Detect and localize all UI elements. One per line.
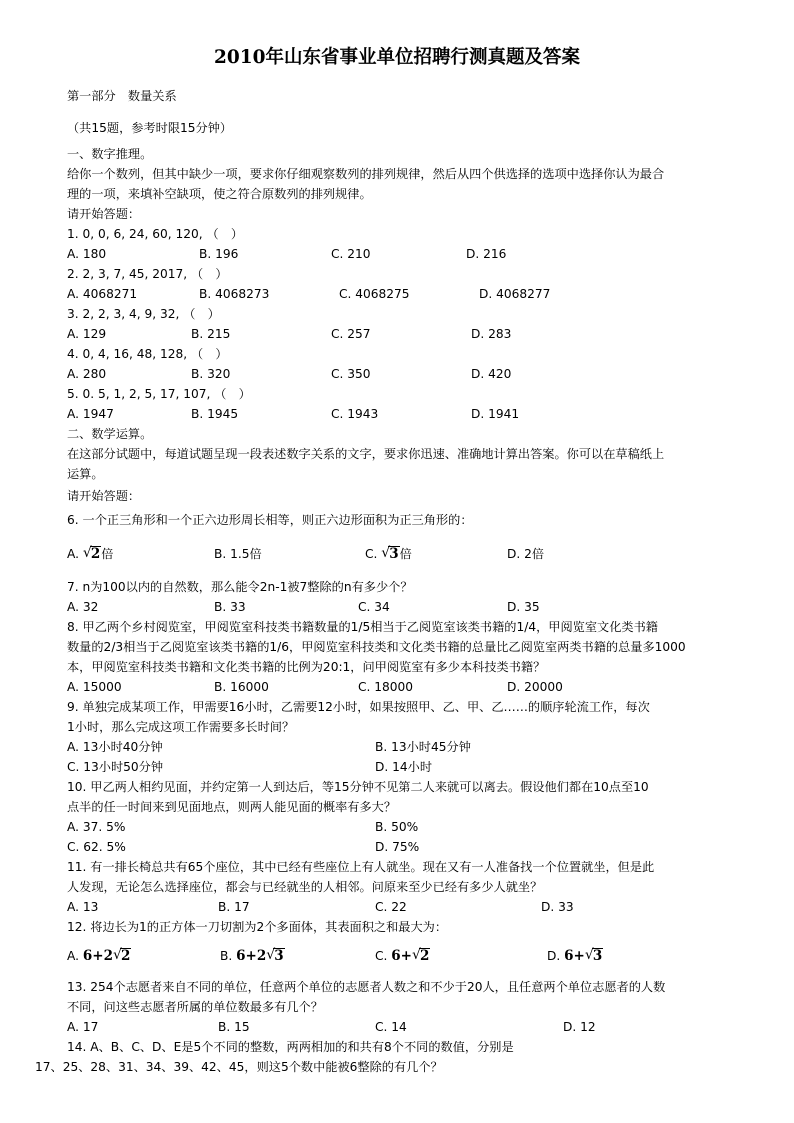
- option-a: [67, 948, 131, 964]
- section-heading: 一、数字推理。: [67, 147, 153, 161]
- question-text: 3. 2, 2, 3, 4, 9, 32, （ ）: [67, 307, 220, 321]
- math-expression: 6+: [391, 948, 412, 964]
- option-d: [547, 948, 603, 964]
- math-expression: 6+: [564, 948, 585, 964]
- option-a: A. 4068271: [67, 287, 138, 301]
- question-text: 4. 0, 4, 16, 48, 128, （ ）: [67, 347, 228, 361]
- option-a: A. 1947: [67, 407, 114, 421]
- radicand: 2: [90, 546, 101, 562]
- math-expression: 6+2: [236, 948, 267, 964]
- option-a: A. 37. 5%: [67, 820, 126, 834]
- question-text: 1小时，那么完成这项工作需要多长时间？: [67, 720, 295, 734]
- option-a: A. 13小时40分钟: [67, 740, 163, 754]
- option-d: D. 33: [541, 900, 574, 914]
- question-text: 6. 一个正三角形和一个正六边形周长相等，则正六边形面积为正三角形的：: [67, 513, 473, 527]
- option-b: B. 15: [218, 1020, 250, 1034]
- option-a: [67, 546, 113, 562]
- option-b: B. 320: [191, 367, 231, 381]
- option-d: D. 216: [466, 247, 507, 261]
- section-description: 理的一项，来填补空缺项，使之符合原数列的排列规律。: [67, 187, 372, 201]
- start-prompt: 请开始答题：: [67, 207, 141, 221]
- option-d: D. 4068277: [479, 287, 551, 301]
- question-text: 10. 甲乙两人相约见面，并约定第一人到达后，等15分钟不见第二人来就可以离去。假设他们都在10点至10: [67, 780, 649, 794]
- option-b: B. 50%: [375, 820, 419, 834]
- document-title: 2010年山东省事业单位招聘行测真题及答案: [214, 47, 580, 68]
- option-c: C. 4068275: [339, 287, 410, 301]
- radicand: 2: [419, 948, 430, 964]
- radicand: 3: [274, 948, 284, 964]
- question-text: 1. 0, 0, 6, 24, 60, 120, （ ）: [67, 227, 244, 241]
- question-text: 2. 2, 3, 7, 45, 2017, （ ）: [67, 267, 228, 281]
- question-text: 数量的2/3相当于乙阅览室该类书籍的1/6，甲阅览室科技类和文化类书籍的总量比乙阅览室两类书籍的总量多1000: [67, 640, 686, 654]
- option-a: A. 180: [67, 247, 107, 261]
- question-text: 13. 254个志愿者来自不同的单位，任意两个单位的志愿者人数之和不少于20人，且任意两个单位志愿者的人数: [67, 980, 666, 994]
- option-label: B.: [220, 949, 233, 963]
- question-text: 8. 甲乙两个乡村阅览室，甲阅览室科技类书籍数量的1/5相当于乙阅览室该类书籍的1/4，甲阅览室文化类书籍: [67, 620, 658, 634]
- option-label: C.: [365, 547, 382, 561]
- option-c: C. 210: [331, 247, 371, 261]
- option-c: C. 1943: [331, 407, 379, 421]
- option-d: D. 14小时: [375, 760, 433, 774]
- option-b: B. 4068273: [199, 287, 270, 301]
- option-d: D. 75%: [375, 840, 420, 854]
- option-b: B. 215: [191, 327, 231, 341]
- option-b: B. 17: [218, 900, 250, 914]
- option-c: C. 34: [358, 600, 390, 614]
- option-c: C. 13小时50分钟: [67, 760, 164, 774]
- option-c: C. 62. 5%: [67, 840, 126, 854]
- question-text: 11. 有一排长椅总共有65个座位，其中已经有些座位上有人就坐。现在又有一人准备找一个位置就坐，但是此: [67, 860, 655, 874]
- option-d: D. 1941: [471, 407, 520, 421]
- option-label: A.: [67, 949, 79, 963]
- question-text: 17、25、28、31、34、39、42、45，则这5个数中能被6整除的有几个？: [35, 1060, 443, 1074]
- question-text: 点半的任一时间来到见面地点，则两人能见面的概率有多大？: [67, 800, 397, 814]
- section-description: 给你一个数列，但其中缺少一项，要求你仔细观察数列的排列规律，然后从四个供选择的选项中选择你认为最合: [67, 167, 665, 181]
- question-text: 本，甲阅览室科技类书籍和文化类书籍的比例为20:1，问甲阅览室有多少本科技类书籍？: [67, 660, 546, 674]
- question-text: 9. 单独完成某项工作，甲需要16小时，乙需要12小时，如果按照甲、乙、甲、乙……的顺序轮流工作，每次: [67, 700, 650, 714]
- option-c: C. 14: [375, 1020, 407, 1034]
- option-b: B. 196: [199, 247, 239, 261]
- option-b: [220, 948, 285, 964]
- option-b: B. 1945: [191, 407, 239, 421]
- sqrt-expression: [585, 948, 603, 964]
- question-text: 不同，问这些志愿者所属的单位数最多有几个？: [67, 1000, 323, 1014]
- option-b: B. 33: [214, 600, 246, 614]
- sqrt-expression: [412, 948, 430, 964]
- option-b: B. 1.5倍: [214, 547, 262, 561]
- part-heading: 第一部分 数量关系: [67, 89, 177, 103]
- option-a: A. 17: [67, 1020, 99, 1034]
- option-d: D. 12: [563, 1020, 596, 1034]
- radicand: 2: [120, 948, 131, 964]
- start-prompt: 请开始答题：: [67, 489, 141, 503]
- option-d: D. 283: [471, 327, 512, 341]
- math-expression: 6+2: [82, 948, 113, 964]
- sqrt-expression: [83, 546, 101, 562]
- option-a: A. 280: [67, 367, 107, 381]
- option-c: C. 257: [331, 327, 371, 341]
- question-text: 5. 0. 5, 1, 2, 5, 17, 107, （ ）: [67, 387, 251, 401]
- option-c: [365, 546, 412, 562]
- section-description: 在这部分试题中，每道试题呈现一段表述数字关系的文字，要求你迅速、准确地计算出答案。你可以在草稿纸上: [67, 447, 665, 461]
- option-c: C. 22: [375, 900, 407, 914]
- option-d: D. 20000: [507, 680, 563, 694]
- question-text: 人发现，无论怎么选择座位，都会与已经就坐的人相邻。问原来至少已经有多少人就坐？: [67, 880, 543, 894]
- option-b: B. 13小时45分钟: [375, 740, 471, 754]
- option-d: D. 420: [471, 367, 512, 381]
- sqrt-expression: [113, 948, 131, 964]
- option-c: C. 350: [331, 367, 371, 381]
- sqrt-expression: [266, 948, 284, 964]
- option-c: [375, 948, 430, 964]
- option-d: D. 35: [507, 600, 540, 614]
- option-d: D. 2倍: [507, 547, 545, 561]
- option-suffix: 倍: [101, 547, 114, 561]
- question-text: 14. A、B、C、D、E是5个不同的整数，两两相加的和共有8个不同的数值，分别是: [67, 1040, 514, 1054]
- question-text: 12. 将边长为1的正方体一刀切割为2个多面体，其表面积之和最大为：: [67, 920, 448, 934]
- option-b: B. 16000: [214, 680, 269, 694]
- question-text: 7. n为100以内的自然数，那么能令2n-1被7整除的n有多少个？: [67, 580, 413, 594]
- time-note: （共15题，参考时限15分钟）: [67, 121, 233, 135]
- option-a: A. 13: [67, 900, 99, 914]
- section-heading: 二、数学运算。: [67, 427, 153, 441]
- radicand: 3: [592, 948, 603, 964]
- sqrt-expression: [381, 546, 399, 562]
- option-label: C.: [375, 949, 388, 963]
- section-description: 运算。: [67, 467, 104, 481]
- option-label: D.: [547, 949, 561, 963]
- option-a: A. 15000: [67, 680, 122, 694]
- option-a: A. 32: [67, 600, 99, 614]
- option-label: A.: [67, 547, 83, 561]
- option-a: A. 129: [67, 327, 107, 341]
- radicand: 3: [389, 546, 399, 562]
- option-suffix: 倍: [399, 547, 412, 561]
- option-c: C. 18000: [358, 680, 414, 694]
